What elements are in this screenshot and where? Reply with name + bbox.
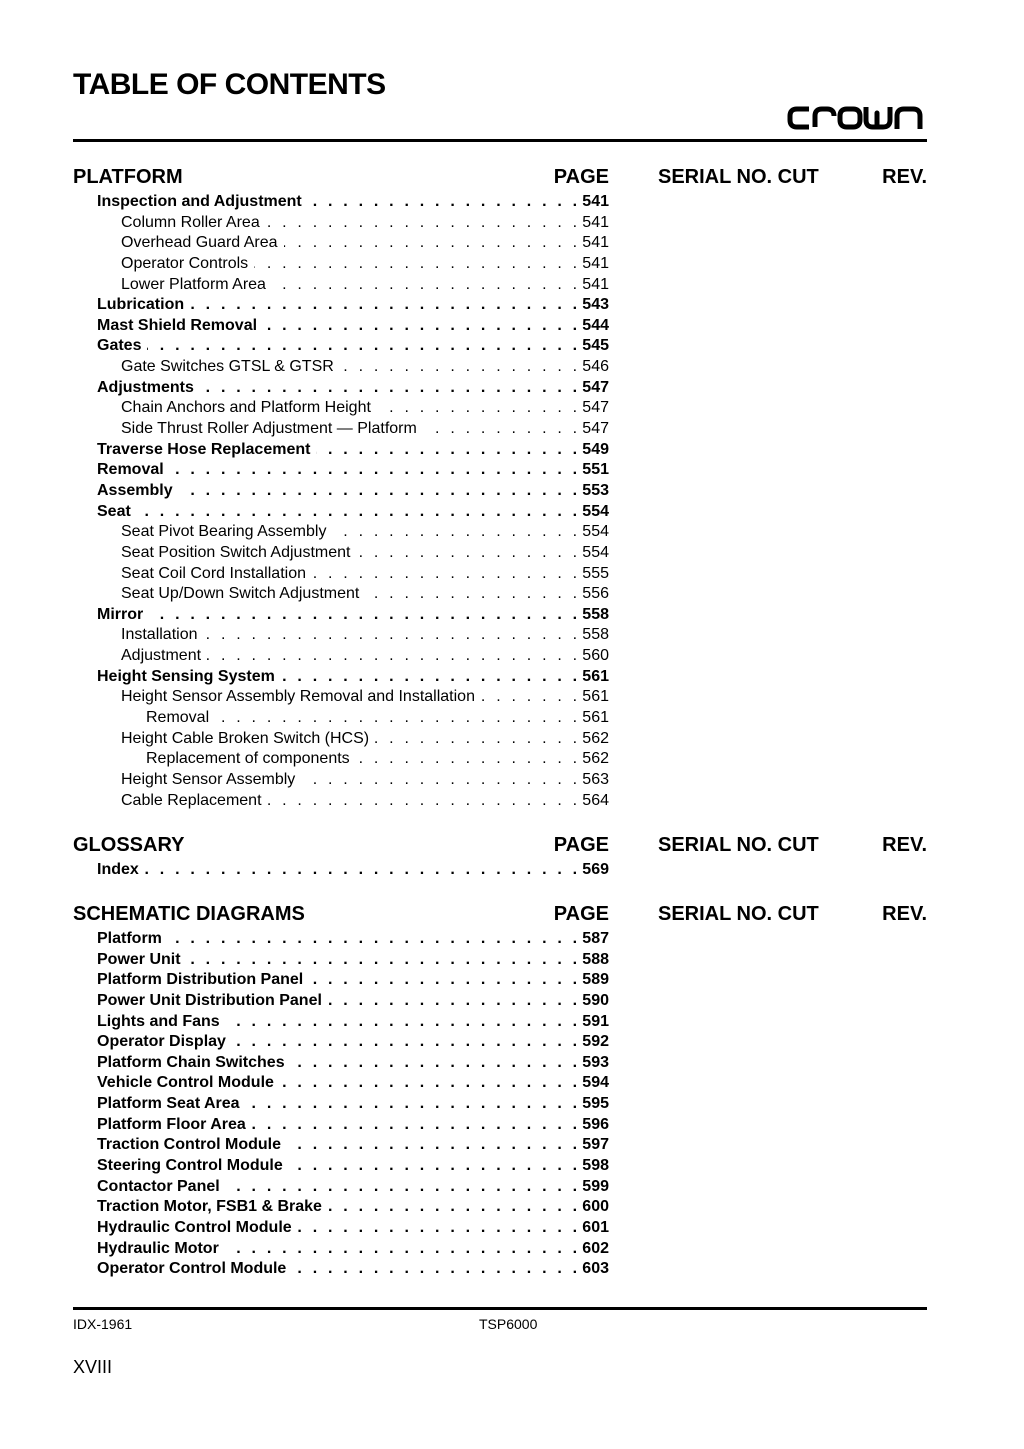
toc-entry-label: Inspection and Adjustment [97,193,302,210]
toc-entry-label: Index [97,861,139,878]
dot-leader [215,708,580,729]
page-column-heading: PAGE [553,834,609,856]
toc-entry[interactable] [73,860,609,881]
dot-leader [301,770,580,791]
toc-entry[interactable] [73,667,609,688]
toc-entry[interactable] [73,502,609,523]
toc-entry-page: 541 [582,213,609,231]
toc-entry-label: Replacement of components [146,750,350,768]
toc-entry[interactable] [73,419,609,440]
toc-entry-page: 588 [582,950,609,968]
rev-column-heading: REV. [882,166,927,188]
dot-leader [187,950,581,971]
toc-section [73,834,927,881]
toc-entry-page: 551 [582,461,609,479]
dot-leader [332,522,580,543]
toc-entry[interactable] [73,1115,609,1136]
toc-entry-label: Platform Distribution Panel [97,971,304,989]
toc-entry[interactable] [73,605,609,626]
toc-entry[interactable] [73,440,609,461]
dot-leader [312,564,580,585]
toc-entry-page: 541 [582,254,609,272]
dot-leader [375,729,580,750]
toc-entry-label: Power Unit [97,950,181,968]
toc-entry-page: 562 [582,750,609,768]
toc-entry-label: Height Sensor Assembly Removal and Installation [121,688,475,706]
rev-column-heading: REV. [882,834,927,856]
toc-entry-label: Seat [97,502,131,520]
toc-entry[interactable] [73,378,609,399]
dot-leader [423,419,580,440]
dot-leader [252,1115,581,1136]
toc-entry-label: Platform Floor Area [97,1115,246,1133]
toc-entry[interactable] [73,791,609,812]
dot-leader [280,1073,580,1094]
toc-entry-label: Adjustments [97,378,194,396]
toc-entry[interactable] [73,1012,609,1033]
toc-entry[interactable] [73,564,609,585]
toc-entry-label: Lights and Fans [97,1012,220,1030]
toc-entry-label: Removal [146,709,210,727]
toc-entry-page: 597 [582,1136,609,1154]
toc-entry-page: 553 [582,481,609,499]
dot-leader [284,233,581,254]
toc-entry-label: Height Cable Broken Switch (HCS) [121,729,370,747]
toc-entry-label: Traction Control Module [97,1136,281,1154]
toc-entry-page: 562 [582,729,609,747]
toc-entry[interactable] [73,1197,609,1218]
toc-entry-label: Vehicle Control Module [97,1074,274,1092]
toc-entry[interactable] [73,584,609,605]
toc-entry-label: Traction Motor, FSB1 & Brake [97,1198,322,1216]
toc-entry[interactable] [73,1239,609,1260]
toc-entry-label: Steering Control Module [97,1157,283,1175]
header-rule [73,139,927,142]
toc-entry[interactable] [73,1259,609,1280]
toc-entry-page: 555 [582,564,609,582]
toc-entry-page: 554 [582,543,609,561]
toc-entry[interactable] [73,543,609,564]
toc-entry-page: 561 [582,688,609,706]
toc-entry-label: Removal [97,461,164,479]
toc-entry-label: Side Thrust Roller Adjustment — Platform [121,420,417,438]
toc-entry-page: 544 [582,316,609,334]
toc-entry[interactable] [73,770,609,791]
toc-entry-label: Cable Replacement [121,791,262,809]
toc-entry-page: 547 [582,420,609,438]
dot-leader [268,791,581,812]
dot-leader [207,646,580,667]
dot-leader [308,192,581,213]
serial-column-heading: SERIAL NO. CUT [658,834,819,856]
toc-entry-label: Contactor Panel [97,1177,220,1195]
rev-column-heading: REV. [882,903,927,925]
dot-leader [190,295,580,316]
toc-entry[interactable] [73,316,609,337]
toc-entry[interactable] [73,1094,609,1115]
dot-leader [298,1218,581,1239]
toc-entry[interactable] [73,1135,609,1156]
dot-leader [263,316,580,337]
toc-entry-label: Platform Seat Area [97,1095,240,1113]
toc-entry-label: Platform [97,930,162,947]
toc-entry-label: Power Unit Distribution Panel [97,991,322,1009]
dot-leader [170,460,581,481]
toc-entry-page: 547 [582,378,609,396]
toc-section [73,166,927,811]
page-title: TABLE OF CONTENTS [73,68,386,101]
dot-leader [179,481,581,502]
dot-leader [204,625,581,646]
dot-leader [340,357,580,378]
toc-entry-page: 594 [582,1074,609,1092]
toc-entry[interactable] [73,991,609,1012]
toc-entry[interactable] [73,254,609,275]
toc-entry-page: 547 [582,399,609,417]
toc-entry-label: Chain Anchors and Platform Height [121,399,371,417]
toc-entry[interactable] [73,233,609,254]
toc-entry-label: Height Sensor Assembly [121,770,296,788]
toc-entry-page: 601 [582,1218,609,1236]
dot-leader [309,970,580,991]
toc-entry-page: 554 [582,502,609,520]
toc-entry-page: 589 [582,971,609,989]
toc-entry-page: 595 [582,1095,609,1113]
toc-entry-page: 564 [582,791,609,809]
toc-entry-page: 554 [582,523,609,541]
section-header [73,166,927,192]
serial-column-heading: SERIAL NO. CUT [658,903,819,925]
toc-entry-page: 590 [582,991,609,1009]
toc-entry-label: Hydraulic Motor [97,1239,219,1257]
page-column-heading: PAGE [553,166,609,188]
toc-entry-page: 587 [582,930,609,947]
toc-entry-label: Gates [97,337,142,355]
toc-entry-label: Lubrication [97,296,185,314]
toc-entry[interactable] [73,625,609,646]
dot-leader [225,1239,581,1260]
section-title: SCHEMATIC DIAGRAMS [73,903,305,925]
dot-leader [226,1012,581,1033]
toc-entry[interactable] [73,929,609,950]
section-title: GLOSSARY [73,834,185,856]
toc-entry[interactable] [73,708,609,729]
toc-entry-page: 549 [582,440,609,458]
toc-entry-label: Adjustment [121,647,202,665]
toc-entry[interactable] [73,1053,609,1074]
toc-entry[interactable] [73,1156,609,1177]
toc-entry[interactable] [73,275,609,296]
toc-entry[interactable] [73,481,609,502]
dot-leader [226,1177,581,1198]
section-header [73,903,927,929]
section-title: PLATFORM [73,166,183,188]
toc-entry-page: 541 [582,234,609,252]
toc-entry-label: Seat Coil Cord Installation [121,564,306,582]
toc-entry[interactable] [73,729,609,750]
toc-entry-page: 556 [582,585,609,603]
dot-leader [289,1156,581,1177]
toc-entry-page: 563 [582,770,609,788]
toc-entry[interactable] [73,1218,609,1239]
toc-entry[interactable] [73,950,609,971]
toc-entry-page: 561 [582,667,609,685]
toc-entry-page: 598 [582,1157,609,1175]
footer-model: TSP6000 [479,1316,538,1332]
toc-entry-page: 546 [582,358,609,376]
toc-entry[interactable] [73,1032,609,1053]
toc-entry[interactable] [73,460,609,481]
toc-entry-page: 558 [582,626,609,644]
toc-entry-label: Mirror [97,605,144,623]
dot-leader [481,687,580,708]
toc-entry-page: 560 [582,647,609,665]
toc-entry-page: 541 [582,193,609,210]
dot-leader [254,254,580,275]
toc-entry-label: Operator Control Module [97,1260,287,1278]
crown-logo [787,103,927,133]
toc-entry-page: 600 [582,1198,609,1216]
toc-entry-page: 593 [582,1053,609,1071]
toc-entry-page: 603 [582,1260,609,1278]
dot-leader [328,1197,580,1218]
toc-entry[interactable] [73,1177,609,1198]
dot-leader [147,336,580,357]
toc-entry-label: Gate Switches GTSL & GTSR [121,358,334,376]
toc-entry-label: Platform Chain Switches [97,1053,285,1071]
dot-leader [328,991,580,1012]
toc-entry-page: 561 [582,709,609,727]
toc-entry[interactable] [73,687,609,708]
toc-entry[interactable] [73,336,609,357]
toc-entry-page: 558 [582,605,609,623]
dot-leader [316,440,580,461]
toc-section [73,903,927,1280]
page-column-heading: PAGE [553,903,609,925]
toc-entry[interactable] [73,646,609,667]
toc-entry-label: Overhead Guard Area [121,234,278,252]
toc-entry[interactable] [73,970,609,991]
dot-leader [149,605,580,626]
toc-entry-label: Column Roller Area [121,213,260,231]
dot-leader [168,929,580,950]
toc-entry-page: 569 [582,861,609,878]
toc-entry[interactable] [73,357,609,378]
dot-leader [365,584,580,605]
page-number: XVIII [73,1357,113,1377]
toc-entry[interactable] [73,295,609,316]
toc-entry-label: Hydraulic Control Module [97,1218,292,1236]
toc-entry-page: 543 [582,296,609,314]
toc-entry-label: Seat Pivot Bearing Assembly [121,523,327,541]
dot-leader [266,213,581,234]
serial-column-heading: SERIAL NO. CUT [658,166,819,188]
toc-entry[interactable] [73,398,609,419]
toc-entry-label: Lower Platform Area [121,275,266,293]
dot-leader [232,1032,580,1053]
dot-leader [281,667,580,688]
toc-entry-page: 592 [582,1033,609,1051]
toc-entry-label: Seat Up/Down Switch Adjustment [121,585,360,603]
toc-entry-label: Height Sensing System [97,667,275,685]
toc-entry-page: 599 [582,1177,609,1195]
footer-rule [73,1307,927,1310]
dot-leader [287,1135,580,1156]
dot-leader [377,398,580,419]
toc-entry-label: Assembly [97,481,173,499]
dot-leader [272,275,580,296]
toc-entry-page: 541 [582,275,609,293]
dot-leader [292,1259,580,1280]
dot-leader [291,1053,581,1074]
toc-entry-label: Seat Position Switch Adjustment [121,543,351,561]
dot-leader [356,749,581,770]
toc-entry-page: 591 [582,1012,609,1030]
dot-leader [145,860,581,881]
toc-entry-page: 602 [582,1239,609,1257]
toc-entry-label: Installation [121,626,198,644]
toc-entry[interactable] [73,192,609,213]
toc-entry-label: Traverse Hose Replacement [97,440,311,458]
toc-entry[interactable] [73,213,609,234]
toc-entry-page: 545 [582,337,609,355]
toc-entry[interactable] [73,1073,609,1094]
toc-entry[interactable] [73,522,609,543]
toc-entry[interactable] [73,749,609,770]
dot-leader [137,502,581,523]
dot-leader [246,1094,581,1115]
toc-entry-label: Operator Display [97,1033,226,1051]
footer-doc-id: IDX-1961 [73,1316,133,1332]
dot-leader [356,543,580,564]
toc-entry-label: Operator Controls [121,254,249,272]
section-header [73,834,927,860]
dot-leader [200,378,580,399]
toc-entry-label: Mast Shield Removal [97,316,258,334]
toc-entry-page: 596 [582,1115,609,1133]
